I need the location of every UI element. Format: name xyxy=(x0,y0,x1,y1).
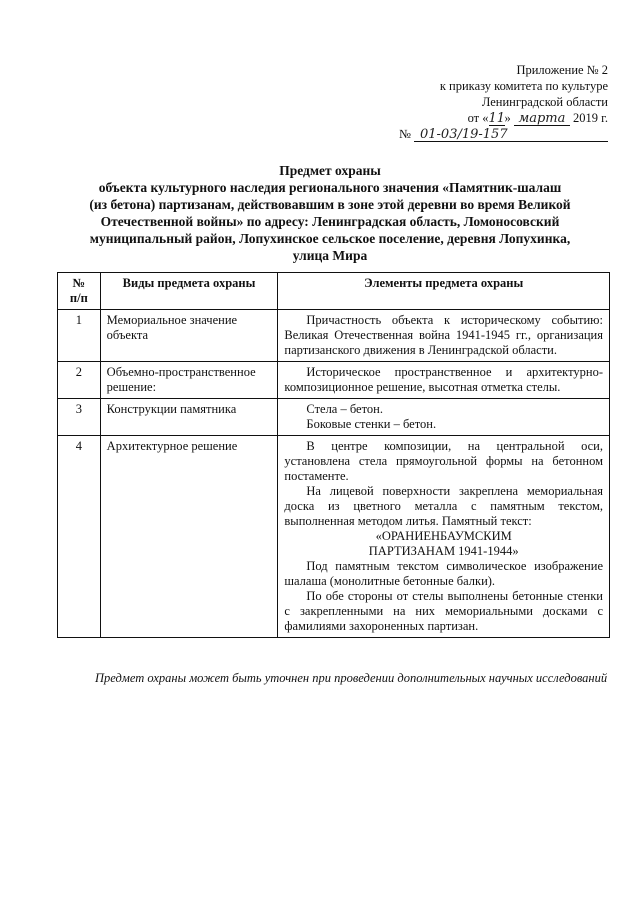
title-line-1: Предмет охраны xyxy=(279,163,381,178)
row-elements xyxy=(278,310,610,362)
header-number xyxy=(58,273,101,310)
appendix-date-line xyxy=(399,110,608,126)
memorial-text-line-2: ПАРТИЗАНАМ 1941-1944» xyxy=(368,544,519,558)
title-line-6: улица Мира xyxy=(292,248,368,263)
header-type: Виды предмета охраны xyxy=(100,273,278,310)
title-line-4: Отечественной войны» по адресу: Ленинградская область, Ломоносовский xyxy=(100,214,560,229)
document-title xyxy=(40,162,620,264)
header-elements: Элементы предмета охраны xyxy=(278,273,610,310)
appendix-line-2: к приказу комитета по культуре xyxy=(439,79,608,93)
table-row xyxy=(58,399,610,436)
protection-table xyxy=(57,272,610,638)
date-year: 2019 г. xyxy=(573,111,608,125)
row-elements xyxy=(278,436,610,638)
row-number: 4 xyxy=(58,436,101,638)
row-type: Объемно-пространственное решение: xyxy=(100,362,278,399)
row-number: 3 xyxy=(58,399,101,436)
table-row xyxy=(58,362,610,399)
footer-note: Предмет охраны может быть уточнен при проведении дополнительных научных исследований xyxy=(95,671,608,685)
date-month-handwritten: марта xyxy=(514,112,570,126)
row-type: Конструкции памятника xyxy=(100,399,278,436)
element-text: Стела – бетон. xyxy=(306,402,383,416)
title-line-5: муниципальный район, Лопухинское сельское поселение, деревня Лопухинка, xyxy=(89,231,571,246)
appendix-number-line xyxy=(399,126,608,142)
number-prefix: № xyxy=(398,127,411,141)
element-text: Причастность объекта к историческому событию: Великая Отечественная война 1941-1945 гг., организация партизанского движения в Ленинградской области. xyxy=(284,313,603,357)
element-text: Историческое пространственное и архитектурно-композиционное решение, высотная отметка стелы. xyxy=(284,365,603,394)
row-number: 2 xyxy=(58,362,101,399)
row-elements xyxy=(278,399,610,436)
date-prefix: от « xyxy=(467,111,489,125)
table-header-row xyxy=(58,273,610,310)
element-text: Боковые стенки – бетон. xyxy=(306,417,437,431)
element-text: Под памятным текстом символическое изображение шалаша (монолитные бетонные балки). xyxy=(284,559,603,588)
header-number-sign: № xyxy=(72,276,86,290)
date-mid: » xyxy=(504,111,511,125)
table-row xyxy=(58,310,610,362)
appendix-header xyxy=(399,62,608,142)
row-elements xyxy=(278,362,610,399)
row-type: Архитектурное решение xyxy=(100,436,278,638)
number-handwritten: 01-03/19-157 xyxy=(414,128,608,142)
date-day-handwritten: 11 xyxy=(488,111,506,126)
memorial-text-line-1: «ОРАНИЕНБАУМСКИМ xyxy=(375,529,512,543)
header-number-pp: п/п xyxy=(69,291,88,305)
row-number: 1 xyxy=(58,310,101,362)
appendix-line-1: Приложение № 2 xyxy=(516,63,608,77)
element-text: На лицевой поверхности закреплена мемориальная доска из цветного металла с памятным текстом, выполненная методом литья. Памятный текст: xyxy=(284,484,603,528)
title-line-2: объекта культурного наследия регионального значения «Памятник-шалаш xyxy=(98,180,562,195)
row-type: Мемориальное значение объекта xyxy=(100,310,278,362)
element-text: В центре композиции, на центральной оси, установлена стела прямоугольной формы на бетонном постаменте. xyxy=(284,439,603,483)
title-line-3: (из бетона) партизанам, действовавшим в зоне этой деревни во время Великой xyxy=(89,197,571,212)
element-text: По обе стороны от стелы выполнены бетонные стенки с закрепленными на них мемориальными досками с фамилиями захороненных партизан. xyxy=(284,589,603,633)
appendix-line-3: Ленинградской области xyxy=(481,95,608,109)
table-row xyxy=(58,436,610,638)
